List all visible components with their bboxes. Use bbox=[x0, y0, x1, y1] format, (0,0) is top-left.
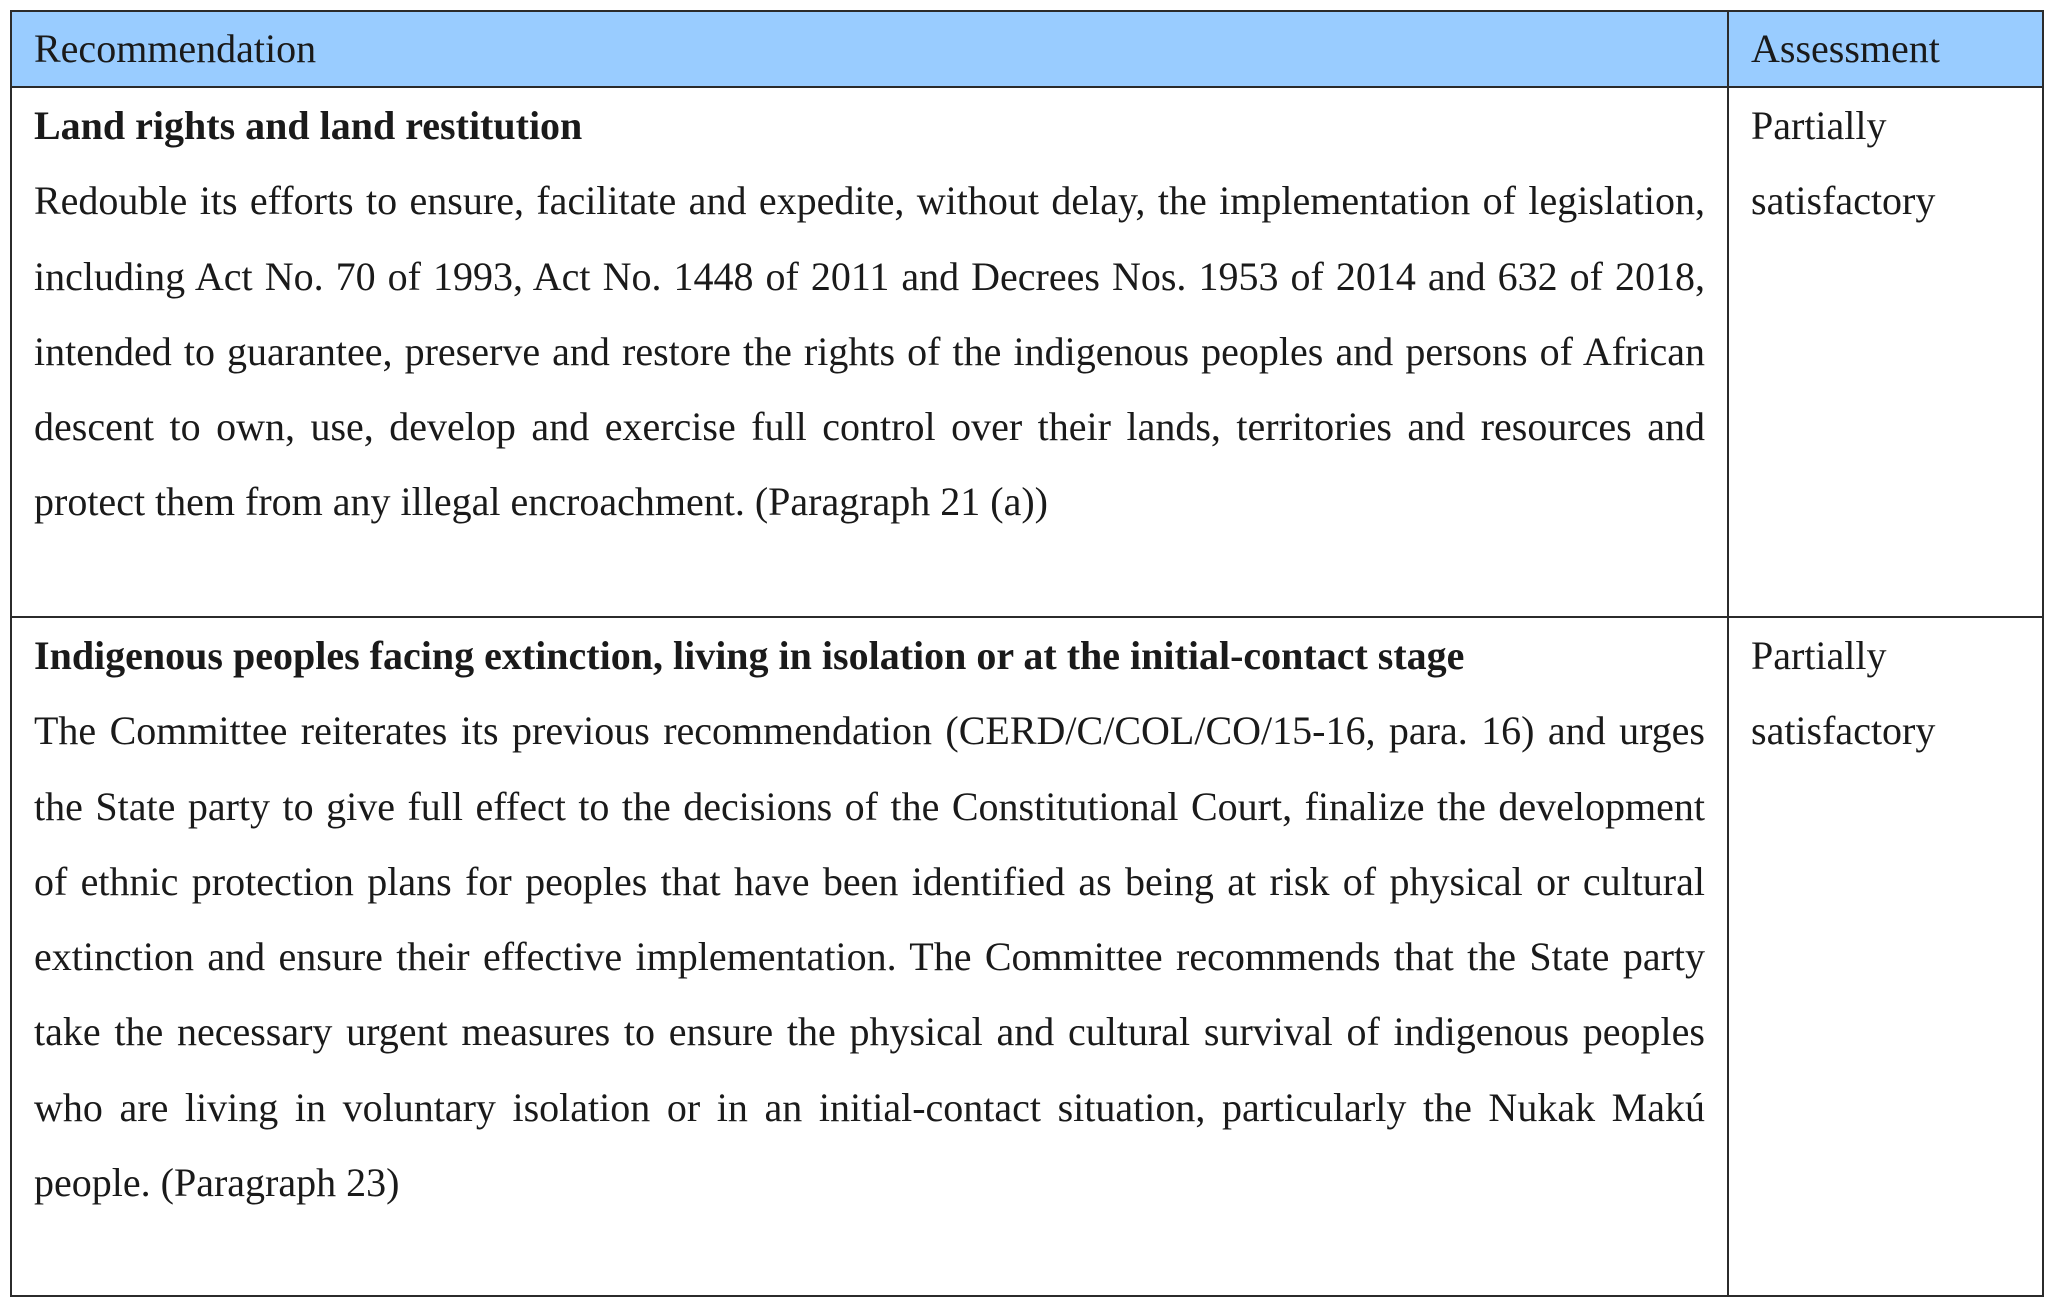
table-row bbox=[11, 87, 2043, 617]
recommendation-cell bbox=[11, 617, 1728, 1296]
recommendations-table bbox=[10, 10, 2044, 1297]
assessment-value: Partially satisfactory bbox=[1751, 633, 1936, 754]
table-header-row bbox=[11, 11, 2043, 87]
table-row bbox=[11, 617, 2043, 1296]
recommendation-heading: Indigenous peoples facing extinction, living in isolation or at the initial-contact stage bbox=[34, 633, 1465, 678]
recommendation-body: Redouble its efforts to ensure, facilitate and expedite, without delay, the implementation of legislation, including Act No. 70 of 1993, Act No. 1448 of 2011 and Decrees Nos. 1953 of 2014 and 632 of 2018, intended to guarantee, preserve and restore the rights of the indigenous peoples and persons of African descent to own, use, develop and exercise full control over their lands, territories and resources and protect them from any illegal encroachment. (Paragraph 21 (a)) bbox=[34, 178, 1705, 525]
header-assessment: Assessment bbox=[1728, 11, 2043, 87]
assessment-cell bbox=[1728, 87, 2043, 617]
header-recommendation: Recommendation bbox=[11, 11, 1728, 87]
recommendation-body: The Committee reiterates its previous recommendation (CERD/C/COL/CO/15-16, para. 16) and urges the State party to give full effect to the decisions of the Constitutional Court, finalize the development of ethnic protection plans for peoples that have been identified as being at risk of physical or cultural extinction and ensure their effective implementation. The Committee recommends that the State party take the necessary urgent measures to ensure the physical and cultural survival of indigenous peoples who are living in voluntary isolation or in an initial-contact situation, particularly the Nukak Makú people. (Paragraph 23) bbox=[34, 708, 1705, 1206]
assessment-value: Partially satisfactory bbox=[1751, 103, 1936, 224]
assessment-cell bbox=[1728, 617, 2043, 1296]
recommendation-cell bbox=[11, 87, 1728, 617]
recommendation-heading: Land rights and land restitution bbox=[34, 103, 583, 148]
